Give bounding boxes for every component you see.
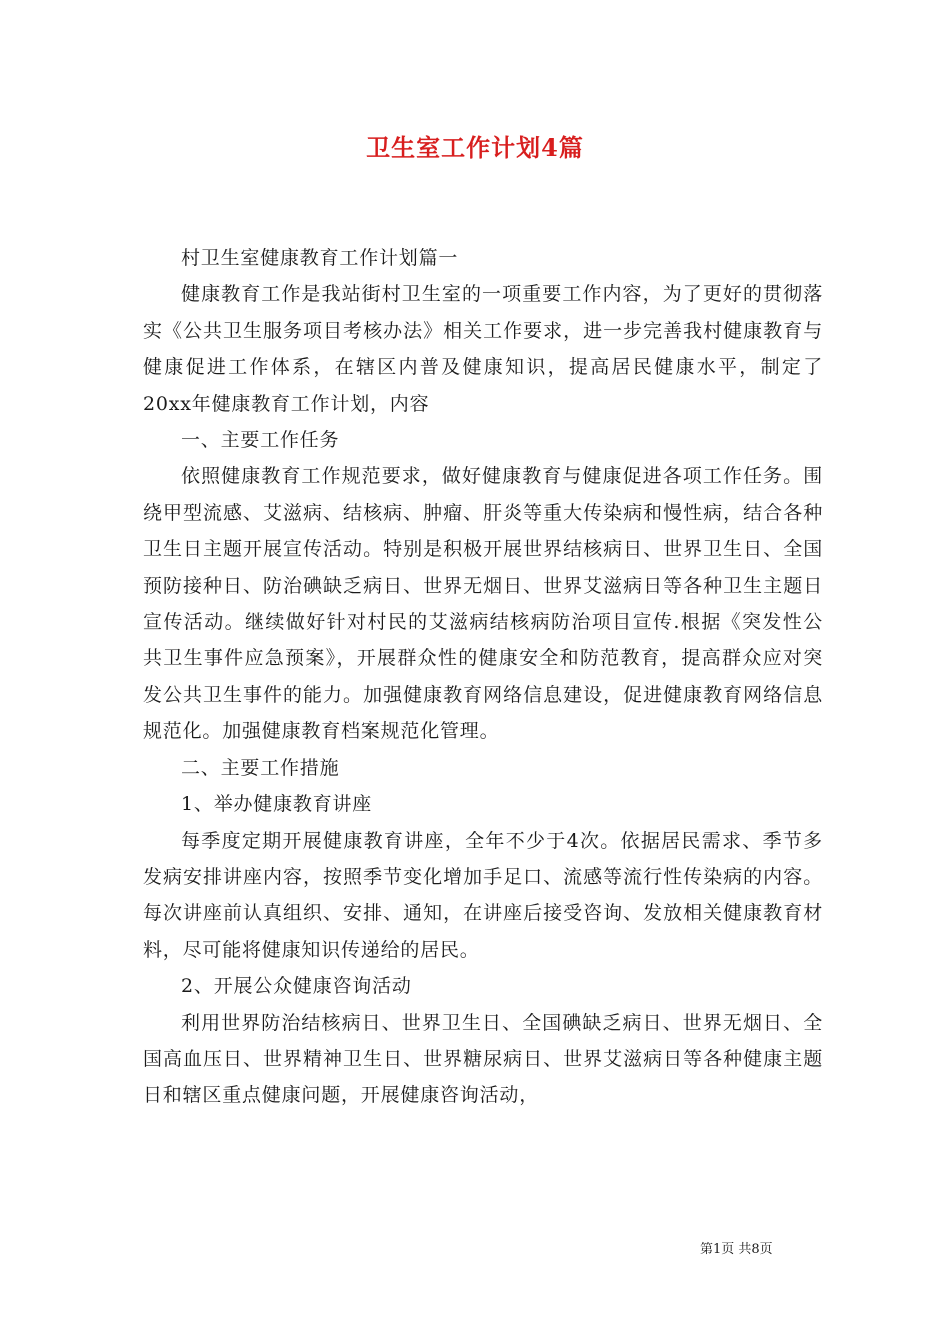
document-title: 卫生室工作计划4篇 (366, 133, 584, 162)
page-number: 第1页 共8页 (700, 1242, 773, 1257)
paragraph: 健康教育工作是我站街村卫生室的一项重要工作内容，为了更好的贯彻落实《公共卫生服务项目考核办法》相关工作要求，进一步完善我村健康教育与健康促进工作体系，在辖区内普及健康知识，提高居民健康水平，制定了20xx年健康教育工作计划，内容 (143, 283, 823, 415)
section-heading: 二、主要工作措施 (181, 756, 340, 779)
subsection-heading: 1、举办健康教育讲座 (181, 793, 373, 816)
section-heading: 村卫生室健康教育工作计划篇一 (181, 247, 459, 269)
paragraph: 利用世界防治结核病日、世界卫生日、全国碘缺乏病日、世界无烟日、全国高血压日、世界精神卫生日、世界糖尿病日、世界艾滋病日等各种健康主题日和辖区重点健康问题，开展健康咨询活动， (143, 1011, 823, 1107)
document-body (143, 240, 823, 1114)
paragraph: 依照健康教育工作规范要求，做好健康教育与健康促进各项工作任务。围绕甲型流感、艾滋病、结核病、肿瘤、肝炎等重大传染病和慢性病，结合各种卫生日主题开展宣传活动。特别是积极开展世界结核病日、世界卫生日、全国预防接种日、防治碘缺乏病日、世界无烟日、世界艾滋病日等各种卫生主题日宣传活动。继续做好针对村民的艾滋病结核病防治项目宣传.根据《突发性公共卫生事件应急预案》，开展群众性的健康安全和防范教育，提高群众应对突发公共卫生事件的能力。加强健康教育网络信息建设，促进健康教育网络信息规范化。加强健康教育档案规范化管理。 (143, 465, 823, 743)
subsection-heading: 2、开展公众健康咨询活动 (181, 975, 412, 998)
section-heading: 一、主要工作任务 (181, 429, 340, 452)
paragraph: 每季度定期开展健康教育讲座，全年不少于4次。依据居民需求、季节多发病安排讲座内容，按照季节变化增加手足口、流感等流行性传染病的内容。每次讲座前认真组织、安排、通知，在讲座后接受咨询、发放相关健康教育材料，尽可能将健康知识传递给的居民。 (143, 829, 823, 961)
